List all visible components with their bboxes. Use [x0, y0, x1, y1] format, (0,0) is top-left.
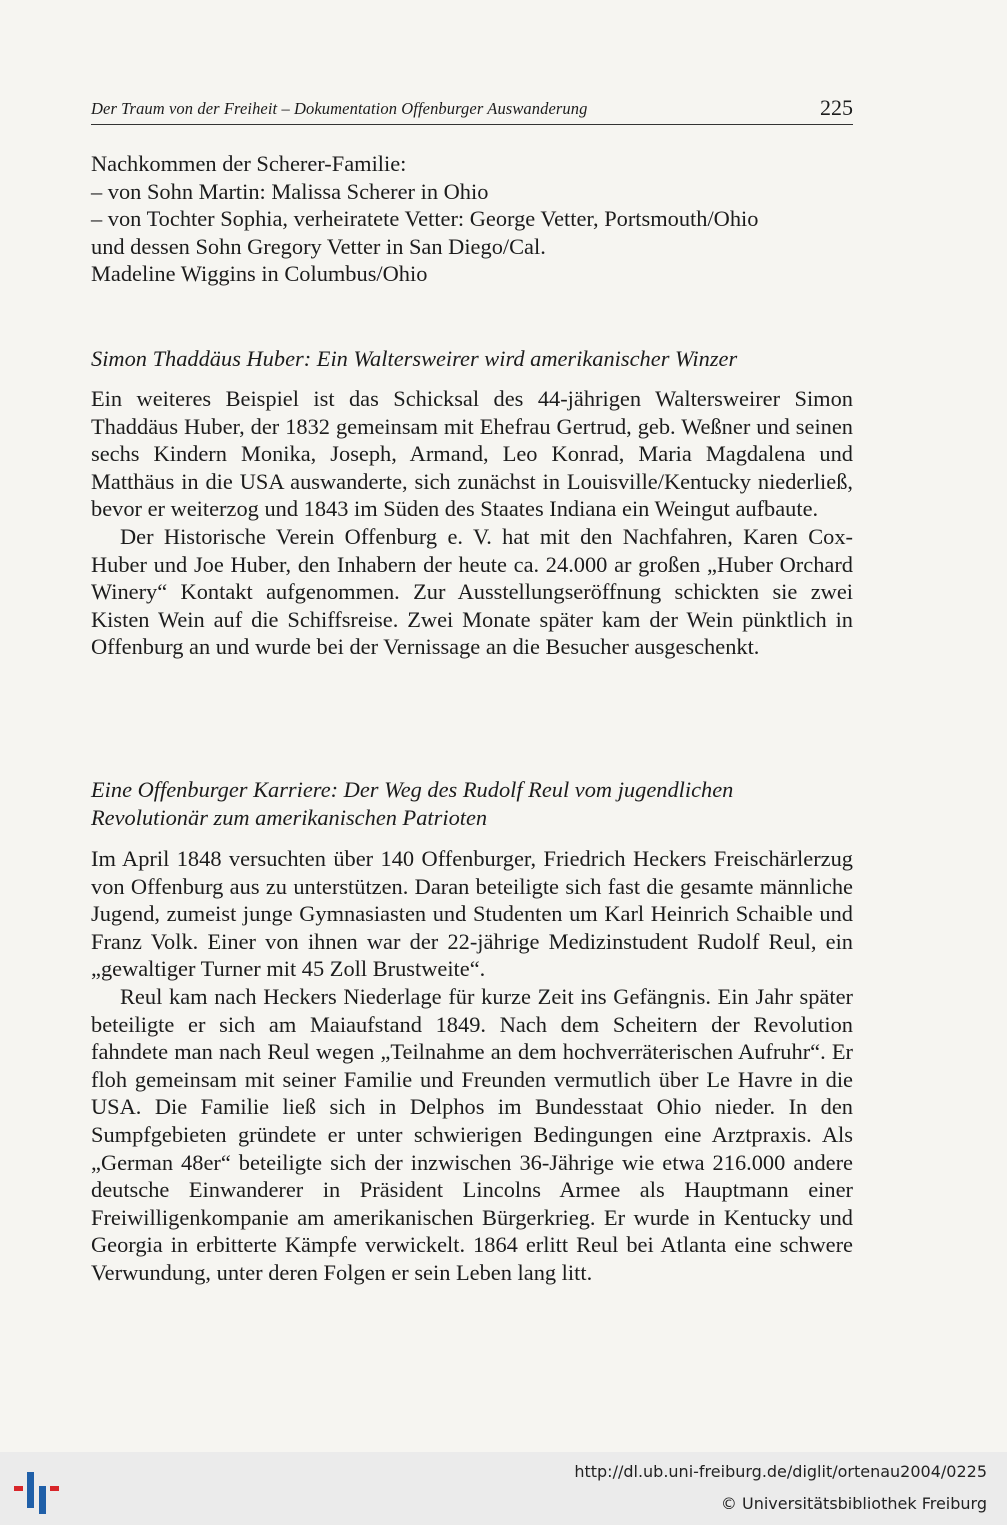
permalink-url[interactable]: http://dl.ub.uni-freiburg.de/diglit/ortenau2004/0225 — [574, 1462, 987, 1481]
section-heading — [91, 776, 853, 831]
page-number: 225 — [820, 95, 853, 120]
section1-body — [91, 385, 853, 661]
intro-line: Nachkommen der Scherer-Familie: — [91, 151, 407, 176]
viewer-footer — [0, 1452, 1007, 1525]
section-heading-line: Eine Offenburger Karriere: Der Weg des Rudolf Reul vom jugendlichen — [91, 777, 734, 802]
intro-line: – von Sohn Martin: Malissa Scherer in Ohio — [91, 178, 489, 204]
running-title: Der Traum von der Freiheit – Dokumentation Offenburger Auswanderung — [91, 99, 588, 118]
paragraph: Ein weiteres Beispiel ist das Schicksal des 44-jährigen Waltersweirer Simon Thaddäus Huber, der 1832 gemeinsam mit Ehefrau Gertrud, geb. Weßner und seinen sechs Kindern Monika, Joseph, Armand, Leo Konrad, Maria Magdalena und Matthäus in die USA auswanderte, sich zunächst in Louisville/Kentucky niederließ, bevor er weiterzog und 1843 im Süden des Staates Indiana ein Weingut aufbaute. — [91, 386, 853, 522]
paragraph: Reul kam nach Heckers Niederlage für kurze Zeit ins Gefängnis. Ein Jahr später beteiligte er sich am Maiaufstand 1849. Nach dem Scheitern der Revolution fahndete man nach Reul wegen „Teilnahme an dem hochverräterischen Aufruhr“. Er floh gemeinsam mit seiner Familie und Freunden vermutlich über Le Havre in die USA. Die Familie ließ sich in Delphos im Bundesstaat Ohio nieder. In den Sumpfgebieten gründete er unter schwierigen Bedingungen eine Arztpraxis. Als „German 48er“ beteiligte sich der inzwischen 36-Jährige wie etwa 216.000 andere deutsche Einwanderer in Präsident Lincolns Armee als Hauptmann einer Freiwilligenkompanie am amerikanischen Bürgerkrieg. Er wurde in Kentucky und Georgia in erbitterte Kämpfe verwickelt. 1864 erlitt Reul bei Atlanta eine schwere Verwundung, unter deren Folgen er sein Leben lang litt. — [91, 983, 853, 1285]
paragraph: Der Historische Verein Offenburg e. V. hat mit den Nachfahren, Karen Cox-Huber und Joe Huber, den Inhabern der heute ca. 24.000 ar großen „Huber Orchard Winery“ Kontakt aufgenommen. Zur Ausstellungseröffnung schickten sie zwei Kisten Wein auf die Schiffsreise. Zwei Monate später kam der Wein pünktlich in Offenburg an und wurde bei der Vernissage an die Besucher ausgeschenkt. — [91, 523, 853, 660]
ub-freiburg-logo-icon — [12, 1464, 64, 1516]
intro-line: Madeline Wiggins in Columbus/Ohio — [91, 261, 428, 287]
section-heading: Simon Thaddäus Huber: Ein Waltersweirer wird amerikanischer Winzer — [91, 346, 738, 371]
running-header — [91, 92, 853, 125]
copyright-notice: © Universitätsbibliothek Freiburg — [720, 1494, 987, 1513]
intro-line: und dessen Sohn Gregory Vetter in San Diego/Cal. — [91, 233, 546, 259]
section-heading-line: Revolutionär zum amerikanischen Patrioten — [91, 804, 488, 830]
paragraph: Im April 1848 versuchten über 140 Offenburger, Friedrich Heckers Freischärlerzug von Offenburg aus zu unterstützen. Daran beteiligte sich fast die gesamte männliche Jugend, zumeist junge Gymnasiasten und Studenten um Karl Heinrich Schaible und Franz Volk. Einer von ihnen war der 22-jährige Medizinstudent Rudolf Reul, ein „gewaltiger Turner mit 45 Zoll Brustweite“. — [91, 846, 853, 982]
intro-line: – von Tochter Sophia, verheiratete Vetter: George Vetter, Portsmouth/Ohio — [91, 206, 759, 232]
intro-block — [91, 150, 853, 288]
section2-body — [91, 845, 853, 1287]
